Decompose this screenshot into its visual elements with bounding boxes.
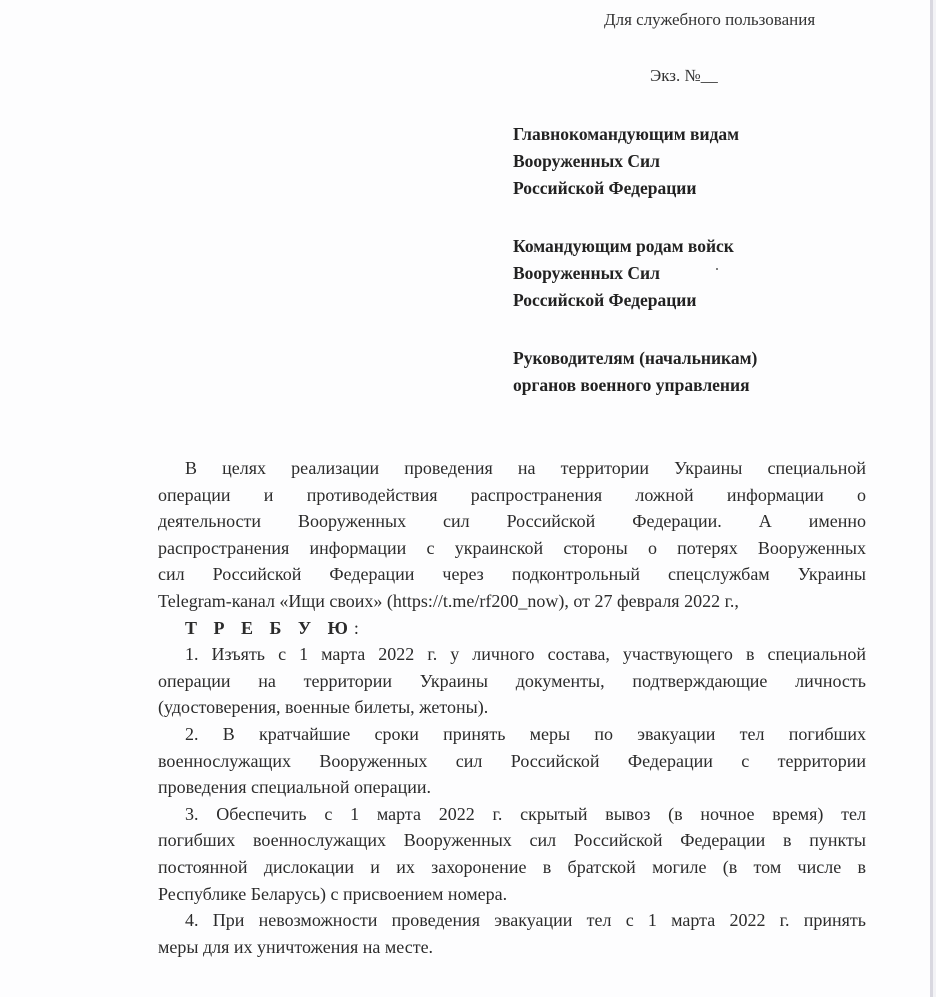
addressee-line: органов военного управления bbox=[513, 375, 750, 395]
preamble-line: Telegram-канал «Ищи своих» (https://t.me/rf200_now), от 27 февраля 2022 г., bbox=[158, 590, 739, 611]
demand-heading bbox=[158, 615, 866, 642]
order-line: погибших военнослужащих Вооруженных сил Российской Федерации в пункты bbox=[158, 830, 866, 851]
preamble-line: распространения информации с украинской стороны о потерях Вооруженных bbox=[158, 537, 866, 558]
classification-marking: Для служебного пользования bbox=[604, 10, 816, 29]
demand-word: Т Р Е Б У Ю bbox=[185, 617, 354, 638]
preamble-line: В целях реализации проведения на территории Украины специальной bbox=[185, 458, 866, 478]
order-line: проведения специальной операции. bbox=[158, 777, 431, 798]
addressee-line: Командующим родам войск bbox=[513, 236, 734, 256]
preamble-line: операции и противодействия распространения ложной информации о bbox=[158, 484, 866, 505]
copy-number: Экз. №__ bbox=[650, 66, 718, 85]
preamble-line: сил Российской Федерации через подконтрольный спецслужбам Украины bbox=[158, 564, 866, 585]
order-item-4 bbox=[158, 907, 866, 960]
order-line: 4. При невозможности проведения эвакуации тел с 1 марта 2022 г. принять bbox=[185, 910, 866, 931]
addressee-line: Вооруженных Сил bbox=[513, 151, 660, 171]
addressee-block-military-administration bbox=[513, 345, 757, 399]
order-item-3 bbox=[158, 801, 866, 907]
order-item-1 bbox=[158, 641, 866, 721]
order-line: 3. Обеспечить с 1 марта 2022 г. скрытый вывоз (в ночное время) тел bbox=[185, 803, 866, 824]
order-line: меры для их уничтожения на месте. bbox=[158, 936, 434, 957]
addressee-line: Российской Федерации bbox=[513, 178, 697, 198]
addressee-block-branch-commanders bbox=[513, 233, 734, 314]
order-line: постоянной дислокации и их захоронение в братской могиле (в том числе в bbox=[158, 856, 866, 877]
order-line: 1. Изъять с 1 марта 2022 г. у личного состава, участвующего в специальной bbox=[185, 644, 866, 665]
addressee-block-commanders-in-chief bbox=[513, 121, 739, 202]
addressee-line: Главнокомандующим видам bbox=[513, 124, 740, 144]
addressee-line: Российской Федерации bbox=[513, 290, 697, 310]
preamble-line: деятельности Вооруженных сил Российской Федерации. А именно bbox=[158, 511, 866, 532]
order-item-2 bbox=[158, 721, 866, 801]
addressee-line: Вооруженных Сил bbox=[513, 263, 660, 283]
document-body bbox=[158, 455, 866, 960]
addressee-line: Руководителям (начальникам) bbox=[513, 348, 758, 368]
demand-colon: : bbox=[353, 617, 359, 638]
order-line: военнослужащих Вооруженных сил Российской Федерации с территории bbox=[158, 750, 866, 771]
stray-mark bbox=[716, 268, 718, 270]
order-line: 2. В кратчайшие сроки принять меры по эвакуации тел погибших bbox=[185, 723, 866, 744]
preamble-paragraph bbox=[158, 455, 866, 615]
order-line: Республике Беларусь) с присвоением номера. bbox=[158, 883, 508, 904]
order-line: (удостоверения, военные билеты, жетоны). bbox=[158, 697, 489, 718]
order-line: операции на территории Украины документы, подтверждающие личность bbox=[158, 670, 866, 691]
